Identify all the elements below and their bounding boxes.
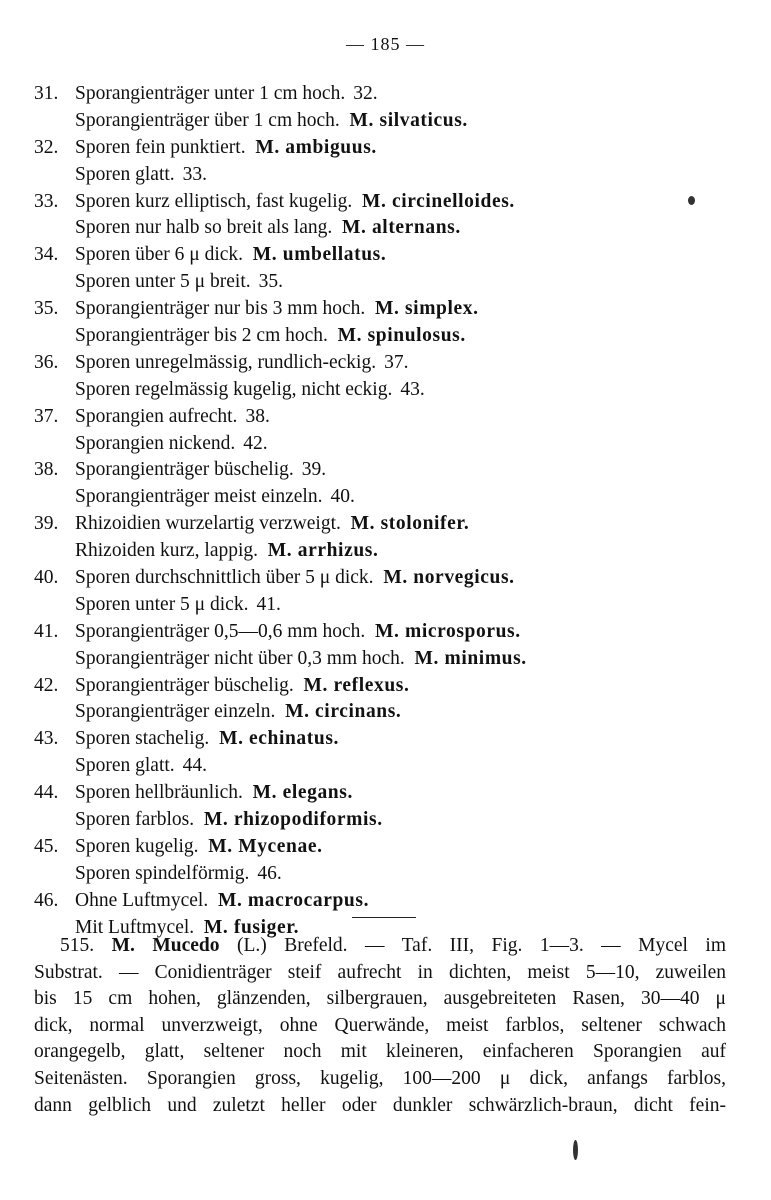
description-line: bis 15 cm hohen, glänzenden, silbergrauen, ausgebreiteten Rasen, 30—40 μ [34,988,726,1010]
key-reference: 43. [400,378,425,400]
key-line-alternative [34,484,734,511]
key-line-first [34,457,734,484]
key-line-alternative [34,592,734,619]
key-number: 45. [34,835,59,857]
key-reference: 41. [256,593,281,615]
key-text: Sporangienträger meist einzeln. [75,486,323,508]
species-name: M. circinans. [285,701,402,723]
key-text: Sporangien nickend. [75,432,236,454]
description-line: dick, normal unverzweigt, ohne Querwände, meist farblos, seltener schwach [34,1014,726,1036]
key-line-first [34,350,734,377]
ink-speck [688,196,695,205]
key-line-alternative [34,323,734,350]
key-entry [34,242,734,296]
key-reference: 42. [243,432,268,454]
key-text: Sporen kugelig. [75,835,199,857]
key-number: 41. [34,620,59,642]
species-name: M. Mycenae. [208,835,323,857]
key-line-alternative [34,162,734,189]
key-entry [34,135,734,189]
key-entry [34,296,734,350]
key-number: 34. [34,244,59,266]
key-reference: 33. [182,163,208,185]
key-text: Sporen durchschnittlich über 5 μ dick. [75,567,374,589]
key-line-first [34,673,734,700]
key-number: 40. [34,567,59,589]
key-text: Sporen kurz elliptisch, fast kugelig. [75,190,353,212]
description-line [34,933,726,960]
key-number: 42. [34,674,59,696]
key-line-alternative [34,108,734,135]
key-text: Sporangienträger 0,5—0,6 mm hoch. [75,620,366,642]
key-number: 39. [34,513,59,535]
key-text: Sporangienträger einzeln. [75,701,276,723]
determination-key [34,81,734,942]
key-line-alternative [34,699,734,726]
key-text: Sporen unregelmässig, rundlich-eckig. [75,351,377,373]
key-text: Sporen fein punktiert. [75,136,246,158]
key-reference: 32. [353,83,378,104]
key-text: Sporangienträger bis 2 cm hoch. [75,325,328,347]
key-line-first [34,189,734,216]
key-line-first [34,404,734,431]
key-text: Sporangienträger über 1 cm hoch. [75,109,340,131]
description-line: orangegelb, glatt, seltener noch mit kleineren, einfacheren Sporangien auf [34,1041,726,1063]
description-line: Seitenästen. Sporangien gross, kugelig, 100—200 μ dick, anfangs farblos, [34,1067,726,1089]
key-number: 37. [34,405,59,427]
key-line-first [34,619,734,646]
key-entry [34,81,734,135]
key-line-first [34,888,734,915]
key-line-first [34,242,734,269]
key-entry [34,726,734,780]
species-name: M. silvaticus. [349,109,468,131]
key-text: Sporen spindelförmig. [75,862,250,884]
key-line-alternative [34,753,734,780]
key-reference: 38. [245,405,270,427]
key-text: Mit Luftmycel. [75,916,195,938]
key-number: 36. [34,351,59,373]
key-text: Rhizoiden kurz, lappig. [75,540,259,562]
species-name: M. ambiguus. [255,136,377,158]
key-line-first [34,726,734,753]
key-reference: 46. [257,862,282,884]
key-text: Sporen glatt. [75,163,175,185]
key-text: Sporen farblos. [75,809,195,831]
species-name: M. alternans. [342,217,461,239]
key-text: Sporen hellbräunlich. [75,782,243,804]
species-name: M. rhizopodiformis. [203,809,383,831]
key-line-first [34,780,734,807]
key-text: Sporen über 6 μ dick. [75,244,244,266]
entry-number: 515. [60,935,95,956]
key-entry [34,350,734,404]
species-name: M. circinelloides. [362,190,515,212]
key-text: Sporangien aufrecht. [75,405,238,427]
ink-speck [573,1140,578,1160]
key-number: 46. [34,889,59,911]
key-text: Sporangienträger nicht über 0,3 mm hoch. [75,647,405,669]
key-number: 44. [34,782,59,804]
key-text: Ohne Luftmycel. [75,889,209,911]
species-name: M. fusiger. [203,916,300,938]
key-reference: 35. [258,271,283,293]
key-text: Sporangienträger nur bis 3 mm hoch. [75,298,366,320]
key-entry [34,619,734,673]
key-line-first [34,296,734,323]
description-line: dann gelblich und zuletzt heller oder dunkler schwärzlich-braun, dicht fein- [34,1094,726,1116]
species-name: M. elegans. [252,782,353,804]
key-line-alternative [34,646,734,673]
description-line: Substrat. — Conidienträger steif aufrecht in dichten, meist 5—10, zuweilen [34,961,726,983]
key-number: 33. [34,190,59,212]
species-name: M. simplex. [375,298,479,320]
key-line-alternative [34,215,734,242]
key-reference: 44. [182,755,208,777]
species-name: M. spinulosus. [337,325,466,347]
key-line-first [34,834,734,861]
key-number: 38. [34,459,59,481]
key-entry [34,780,734,834]
key-entry [34,511,734,565]
species-name: M. echinatus. [219,728,339,750]
key-entry [34,404,734,458]
key-line-first [34,511,734,538]
species-name: M. reflexus. [303,674,410,696]
key-entry [34,565,734,619]
key-number: 43. [34,728,59,750]
key-text: Sporen unter 5 μ dick. [75,593,249,615]
key-text: Sporen regelmässig kugelig, nicht eckig. [75,378,393,400]
key-line-alternative [34,538,734,565]
species-name: M. arrhizus. [267,540,379,562]
key-text: Rhizoidien wurzelartig verzweigt. [75,513,341,535]
key-text: Sporen unter 5 μ breit. [75,271,251,293]
species-name: M. microsporus. [375,620,521,642]
key-line-alternative [34,377,734,404]
key-reference: 37. [384,351,409,373]
key-reference: 40. [330,486,355,508]
species-name: M. stolonifer. [350,513,470,535]
species-description [34,933,726,1119]
key-line-first [34,135,734,162]
species-name: M. minimus. [414,647,527,669]
species-name: M. macrocarpus. [217,889,370,911]
key-line-first [34,81,734,108]
key-number: 32. [34,136,59,158]
description-text: (L.) Brefeld. — Taf. III, Fig. 1—3. — Mycel im [236,935,726,956]
page-number: — 185 — [346,34,425,54]
key-entry [34,834,734,888]
species-name: M. norvegicus. [383,567,515,589]
key-reference: 39. [301,459,327,481]
key-entry [34,673,734,727]
key-text: Sporen stachelig. [75,728,210,750]
key-entry [34,457,734,511]
key-text: Sporangienträger unter 1 cm hoch. [75,83,346,104]
key-line-first [34,565,734,592]
key-text: Sporen nur halb so breit als lang. [75,217,333,239]
key-text: Sporangienträger büschelig. [75,674,294,696]
key-line-alternative [34,807,734,834]
species-name: M. umbellatus. [252,244,387,266]
key-line-alternative [34,269,734,296]
key-number: 35. [34,298,59,320]
section-divider [352,917,416,918]
key-line-alternative [34,861,734,888]
species-name: M. Mucedo [111,935,220,956]
key-number: 31. [34,83,59,104]
key-text: Sporen glatt. [75,755,175,777]
key-entry [34,189,734,243]
key-line-alternative [34,431,734,458]
key-text: Sporangienträger büschelig. [75,459,294,481]
